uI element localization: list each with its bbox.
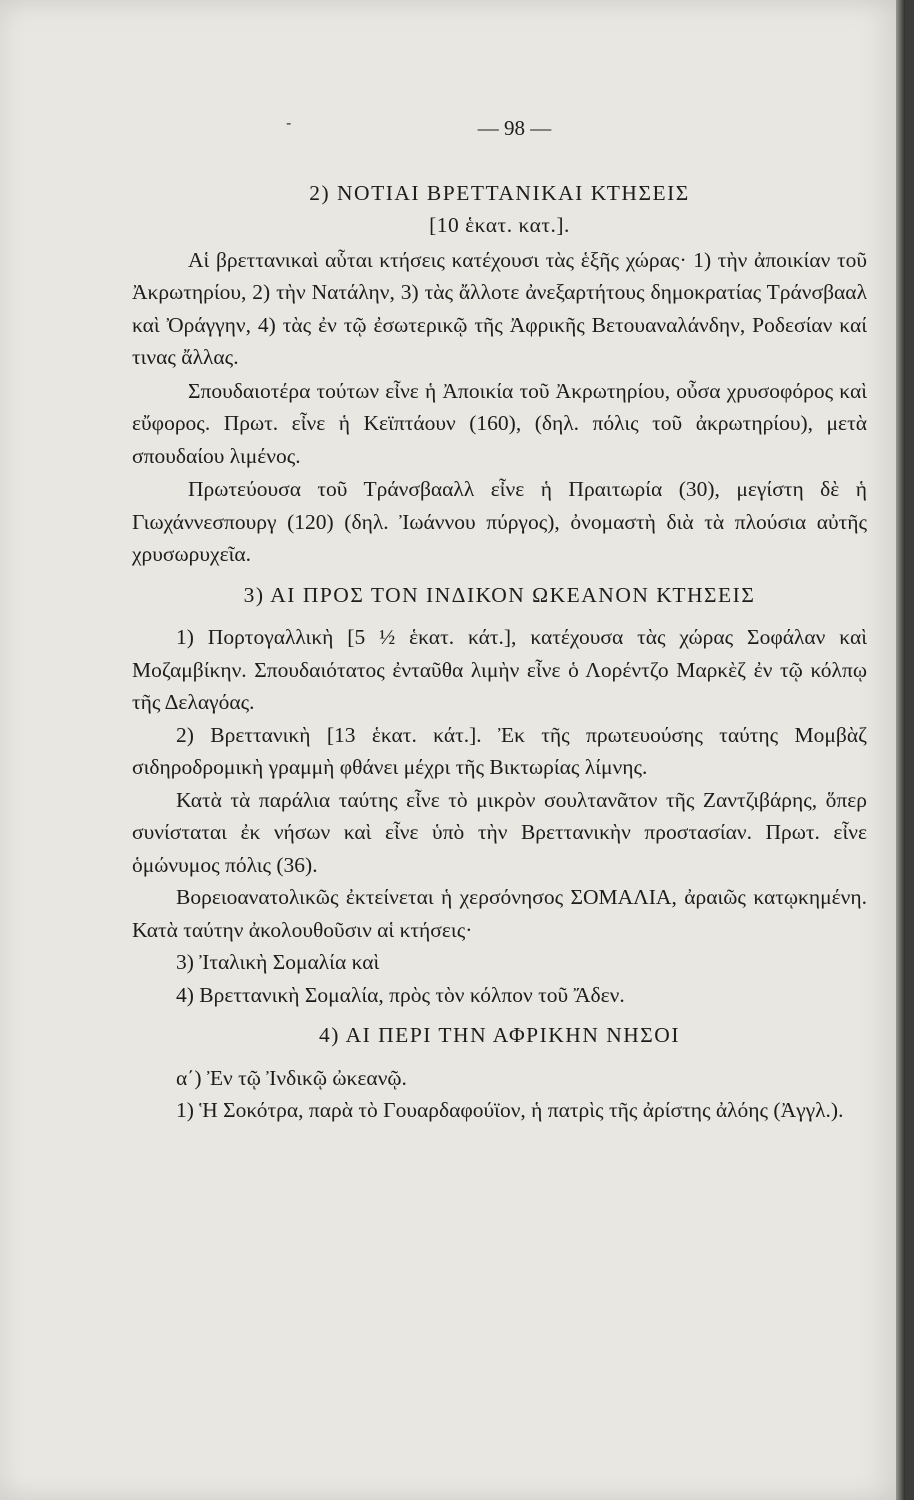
section-heading-3: 3) ΑΙ ΠΡΟΣ ΤΟΝ ΙΝΔΙΚΟΝ ΩΚΕΑΝΟΝ ΚΤΗΣΕΙΣ (243, 582, 756, 607)
page-text (132, 112, 867, 1127)
page-number: — 98 — (477, 116, 552, 140)
paragraph-2: Σπουδαιοτέρα τούτων εἶνε ἡ Ἀποικία τοῦ Ἀκρωτηρίου, οὖσα χρυσοφόρος καὶ εὔφορος. Πρωτ. εἶνε ἡ Κεϊπτάουν (160), (δηλ. πόλις τοῦ ἀκρωτηρίου), μετὰ σπουδαίου λιμένος. (132, 378, 867, 468)
paragraph-4: 1) Πορτογαλλικὴ [5 ½ ἑκατ. κάτ.], κατέχουσα τὰς χώρας Σοφάλαν καὶ Μοζαμβίκην. Σπουδαιότατος ἐνταῦθα λιμὴν εἶνε ὁ Λορέντζο Μαρκὲζ ἐν τῷ κόλπῳ τῆς Δελαγόας. (132, 625, 867, 714)
paragraph-8: 3) Ἰταλικὴ Σομαλία καὶ (176, 950, 380, 974)
paragraph-5: 2) Βρεττανικὴ [13 ἑκατ. κάτ.]. Ἐκ τῆς πρωτευούσης ταύτης Μομβὰζ σιδηροδρομικὴ γραμμὴ φθάνει μέχρι τῆς Βικτωρίας λίμνης. (132, 722, 867, 779)
paragraph-1: Αἱ βρεττανικαὶ αὗται κτήσεις κατέχουσι τὰς ἑξῆς χώρας· 1) τὴν ἀποικίαν τοῦ Ἀκρωτηρίου, 2) τὴν Νατάλην, 3) τὰς ἄλλοτε ἀνεξαρτήτους δημοκρατίας Τράνσβααλ καὶ Ὀράγγην, 4) τὰς ἐν τῷ ἐσωτερικῷ τῆς Ἀφρικῆς Βετουαναλάνδην, Ροδεσίαν καί τινας ἄλλας. (132, 247, 867, 369)
paragraph-10: α΄) Ἐν τῷ Ἰνδικῷ ὠκεανῷ. (176, 1065, 407, 1090)
paragraph-6: Κατὰ τὰ παράλια ταύτης εἶνε τὸ μικρὸν σουλτανᾶτον τῆς Ζαντζιβάρης, ὅπερ συνίσταται ἐκ νήσων καὶ εἶνε ὑπὸ τὴν Βρεττανικὴν προστασίαν. Πρωτ. εἶνε ὁμώνυμος πόλις (36). (132, 787, 867, 877)
paragraph-7: Βορειοανατολικῶς ἐκτείνεται ἡ χερσόνησος ΣΟΜΑΛΙΑ, ἀραιῶς κατῳκημένη. Κατὰ ταύτην ἀκολουθοῦσιν αἱ κτήσεις· (132, 885, 867, 942)
paragraph-9: 4) Βρεττανικὴ Σομαλία, πρὸς τὸν κόλπον τοῦ Ἄδεν. (176, 982, 625, 1007)
section-heading-4: 4) ΑΙ ΠΕΡΙ ΤΗΝ ΑΦΡΙΚΗΝ ΝΗΣΟΙ (319, 1023, 680, 1047)
page-edge-shadow (896, 0, 905, 1500)
section-heading-2: 2) ΝΟΤΙΑΙ ΒΡΕΤΤΑΝΙΚΑΙ ΚΤΗΣΕΙΣ (309, 180, 690, 205)
paragraph-3: Πρωτεύουσα τοῦ Τράνσβααλλ εἶνε ἡ Πραιτωρία (30), μεγίστη δὲ ἡ Γιωχάννεσπουργ (120) (δηλ. Ἰωάννου πύργος), ὀνομαστὴ διὰ τὰ πλούσια αὐτῆς χρυσωρυχεῖα. (132, 477, 867, 566)
margin-mark: - (286, 113, 292, 132)
paragraph-11: 1) Ἡ Σοκότρα, παρὰ τὸ Γουαρδαφούϊον, ἡ πατρὶς τῆς ἀρίστης ἀλόης (Ἀγγλ.). (176, 1098, 844, 1122)
section-heading-2-sub: [10 ἑκατ. κατ.]. (429, 213, 570, 237)
